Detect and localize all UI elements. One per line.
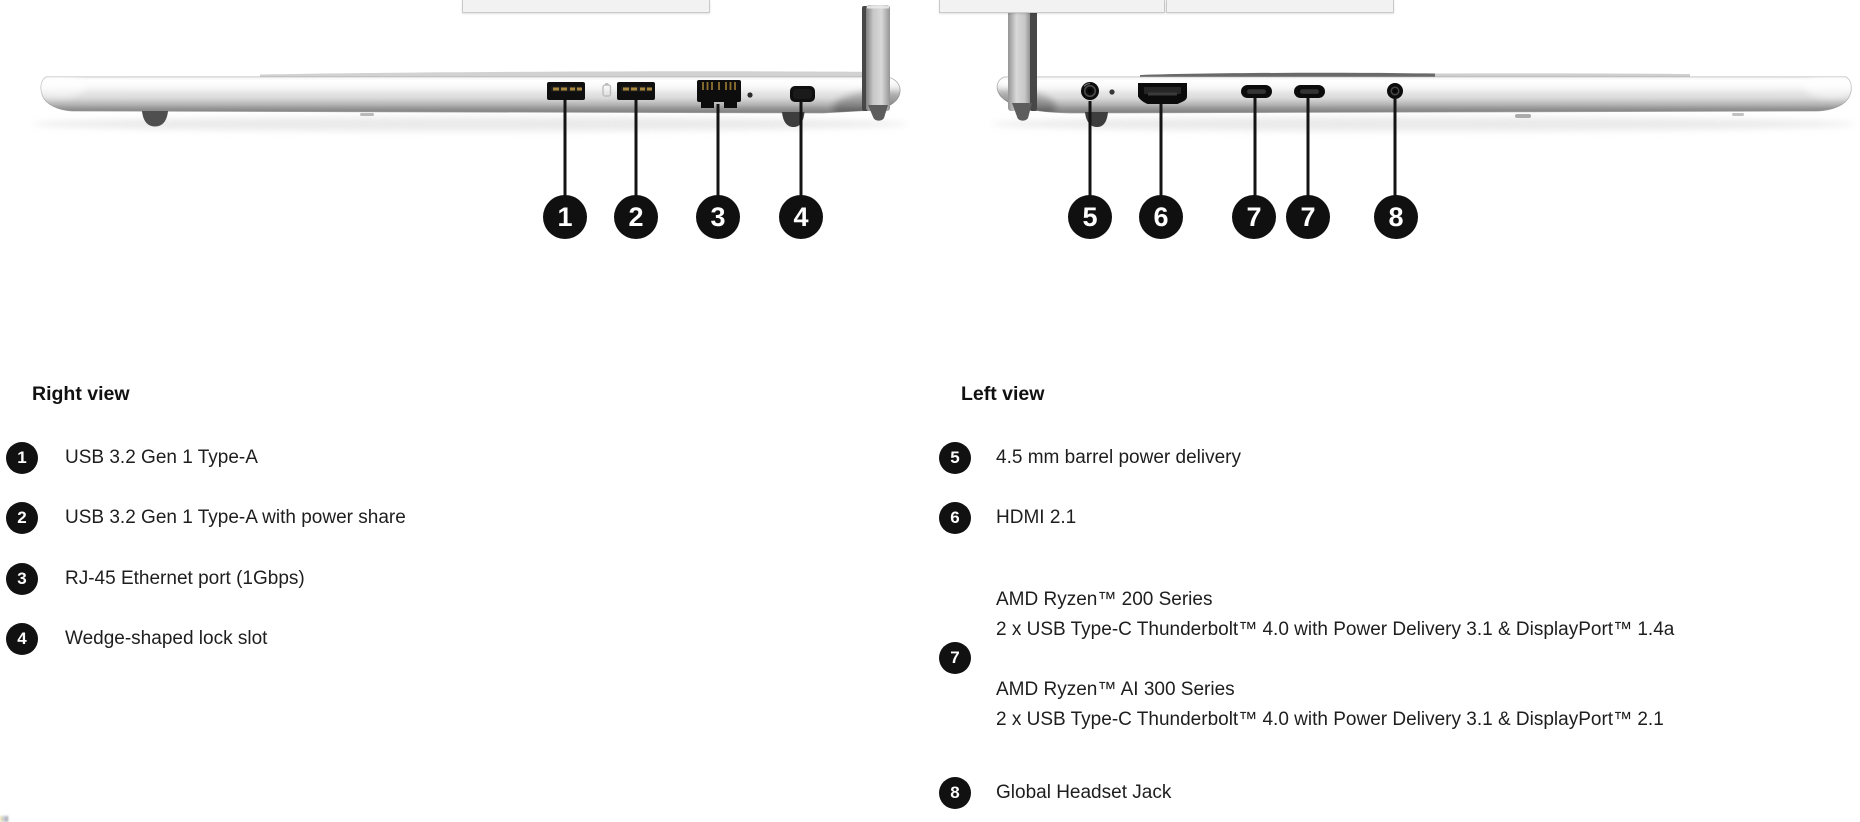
callout-badge-7a: 7 xyxy=(1232,195,1276,239)
left-view-laptop-image xyxy=(990,0,1860,200)
callout-badge-1: 1 xyxy=(543,195,587,239)
callout-line xyxy=(565,100,801,196)
item-number-badge: 7 xyxy=(939,642,971,674)
item-number-badge: 8 xyxy=(939,777,971,809)
item-label: 4.5 mm barrel power delivery xyxy=(996,447,1241,468)
list-item xyxy=(6,502,406,534)
laptop-shadow xyxy=(990,117,1854,131)
cropped-element-fragment xyxy=(0,816,12,822)
rubber-foot xyxy=(1732,113,1744,116)
wedge-lock-slot-icon xyxy=(790,86,815,102)
list-item xyxy=(939,442,1241,474)
list-item xyxy=(939,777,1171,809)
list-item xyxy=(6,442,258,474)
usb-a-port-icon xyxy=(547,82,585,100)
headset-jack-icon xyxy=(1387,83,1403,99)
callout-badge-8: 8 xyxy=(1374,195,1418,239)
item-label: Wedge-shaped lock slot xyxy=(65,628,268,649)
deck-edge xyxy=(1140,73,1435,77)
callout-badge-3: 3 xyxy=(696,195,740,239)
item-label: HDMI 2.1 xyxy=(996,507,1077,528)
item-label: Global Headset Jack xyxy=(996,782,1172,803)
callout-badge-7b: 7 xyxy=(1286,195,1330,239)
item-number-badge: 5 xyxy=(939,442,971,474)
item-label: RJ-45 Ethernet port (1Gbps) xyxy=(65,568,305,589)
status-led xyxy=(1109,89,1114,94)
left-view-heading: Left view xyxy=(961,383,1045,405)
rubber-foot xyxy=(360,113,374,116)
item-line: 2 x USB Type-C Thunderbolt™ 4.0 with Power Delivery 3.1 & DisplayPort™ 1.4a xyxy=(996,619,1675,640)
list-item xyxy=(6,623,267,655)
screen-lid xyxy=(862,5,890,121)
item-number-badge: 1 xyxy=(6,442,38,474)
deck-edge xyxy=(1435,73,1690,77)
item-number-badge: 6 xyxy=(939,502,971,534)
item-number-badge: 2 xyxy=(6,502,38,534)
item-line: AMD Ryzen™ 200 Series xyxy=(996,589,1213,610)
right-view-laptop-image xyxy=(30,0,910,200)
list-item-multiline xyxy=(996,585,1674,735)
callout-badge-2: 2 xyxy=(614,195,658,239)
item-number-badge: 4 xyxy=(6,623,38,655)
callout-badge-4: 4 xyxy=(779,195,823,239)
rubber-foot xyxy=(1515,114,1531,118)
deck-edge xyxy=(260,71,888,77)
list-item xyxy=(939,502,1076,534)
hdmi-port-icon xyxy=(1138,83,1187,104)
usb-c-port-icon xyxy=(1294,85,1325,98)
item-line: AMD Ryzen™ AI 300 Series xyxy=(996,679,1235,700)
callout-badge-5: 5 xyxy=(1068,195,1112,239)
callout-badge-6: 6 xyxy=(1139,195,1183,239)
barrel-power-port-icon xyxy=(1081,82,1099,100)
list-item xyxy=(6,563,305,595)
usb-a-powershare-port-icon xyxy=(617,82,655,100)
item-label: USB 3.2 Gen 1 Type-A xyxy=(65,447,258,468)
right-view-heading: Right view xyxy=(32,383,130,405)
cropped-card-fragment[interactable] xyxy=(1166,0,1394,13)
cropped-card-fragment[interactable] xyxy=(462,0,710,13)
item-number-badge: 3 xyxy=(6,563,38,595)
screen-lid xyxy=(1008,7,1037,121)
item-line: 2 x USB Type-C Thunderbolt™ 4.0 with Power Delivery 3.1 & DisplayPort™ 2.1 xyxy=(996,709,1664,730)
status-led xyxy=(747,92,752,97)
usb-c-port-icon xyxy=(1241,85,1272,98)
cropped-card-fragment[interactable] xyxy=(939,0,1165,13)
item-label: USB 3.2 Gen 1 Type-A with power share xyxy=(65,507,406,528)
